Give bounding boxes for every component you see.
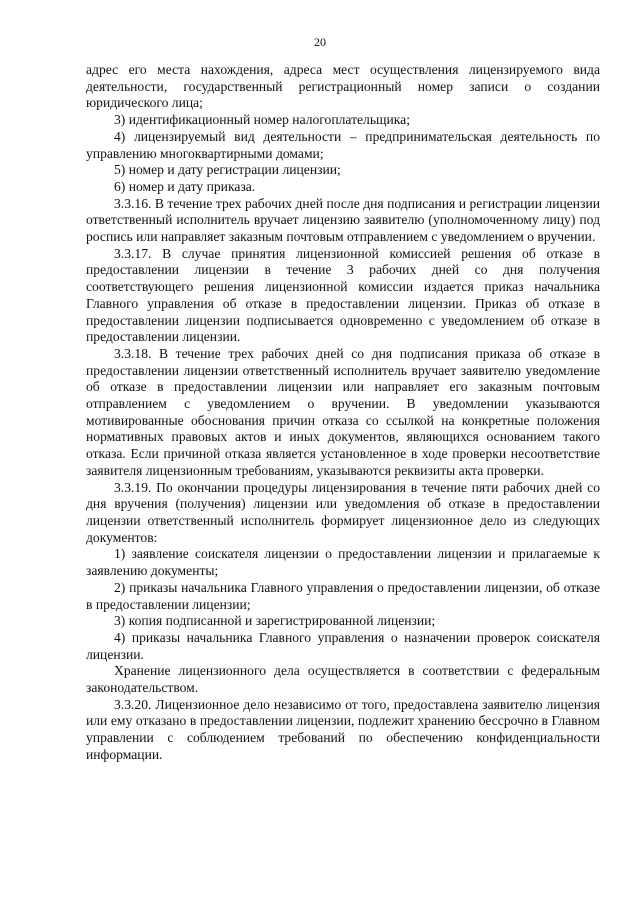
list-item-5-license-registration: 5) номер и дату регистрации лицензии; xyxy=(114,162,341,178)
clause-3-3-20: 3.3.20. Лицензионное дело независимо от того, предоставлена заявителю лицензия или ему отказано в предоставлении лицензии, подлежит хранению бессрочно в Главном управлении с соблюдением требований по обеспечению конфиденциальности информации. xyxy=(86,696,600,762)
clause-3-3-19: 3.3.19. По окончании процедуры лицензирования в течение пяти рабочих дней со дня вручения (получения) лицензии или уведомления об отказе в предоставлении лицензии ответственный исполнитель формирует лицензионное дело из следующих документов: xyxy=(86,479,600,545)
clause-3-3-17: 3.3.17. В случае принятия лицензионной комиссией решения об отказе в предоставлении лицензии в течение 3 рабочих дней со дня получения соответствующего решения лицензионной комиссии издается приказ начальника Главного управления об отказе в предоставлении лицензии. Приказ об отказе в предоставлении лицензии подписывается одновременно с уведомлением об отказе в предоставлении лицензии. xyxy=(86,245,600,345)
paragraph-address-continuation: адрес его места нахождения, адреса мест осуществления лицензируемого вида деятельности, государственный регистрационный номер записи о создании юридического лица; xyxy=(86,62,600,111)
list-item-4-inspection-orders: 4) приказы начальника Главного управления о назначении проверок соискателя лицензии. xyxy=(86,629,600,662)
list-item-6-order-number: 6) номер и дату приказа. xyxy=(114,178,256,194)
list-item-1-application: 1) заявление соискателя лицензии о предоставлении лицензии и прилагаемые к заявлению документы; xyxy=(86,546,600,579)
clause-3-3-16: 3.3.16. В течение трех рабочих дней после дня подписания и регистрации лицензии ответственный исполнитель вручает лицензию заявителю (уполномоченному лицу) под роспись или направляет заказным почтовым отправлением с уведомлением о вручении. xyxy=(86,195,600,245)
page-number: 20 xyxy=(314,35,326,49)
list-item-2-orders: 2) приказы начальника Главного управления о предоставлении лицензии, об отказе в предоставлении лицензии; xyxy=(86,579,600,612)
paragraph-storage: Хранение лицензионного дела осуществляется в соответствии с федеральным законодательством. xyxy=(86,663,600,696)
list-item-3-license-copy: 3) копия подписанной и зарегистрированной лицензии; xyxy=(114,613,436,629)
list-item-3-tax-id: 3) идентификационный номер налогоплательщика; xyxy=(114,112,410,128)
list-item-4-activity-type: 4) лицензируемый вид деятельности – предпринимательская деятельность по управлению многоквартирными домами; xyxy=(86,128,600,161)
document-body xyxy=(86,62,600,764)
clause-3-3-18: 3.3.18. В течение трех рабочих дней со дня подписания приказа об отказе в предоставлении лицензии ответственный исполнитель вручает заявителю уведомление об отказе в предоставлении лицензии или направляет его заказным почтовым отправлением с уведомлением о вручении. В уведомлении указываются мотивированные обоснования причин отказа со ссылкой на конкретные положения нормативных правовых актов и иных документов, являющихся основанием такого отказа. Если причиной отказа является установленное в ходе проверки несоответствие заявителя лицензионным требованиям, указываются реквизиты акта проверки. xyxy=(86,345,600,478)
